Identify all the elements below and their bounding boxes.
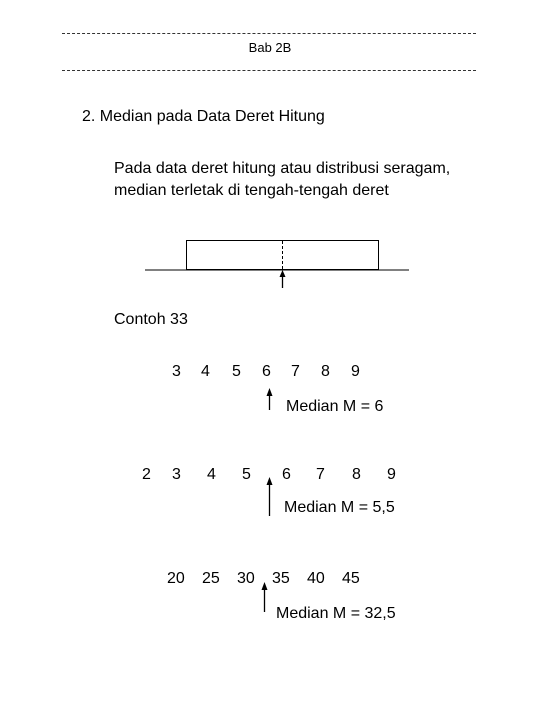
- seq2-number: 6: [282, 466, 291, 483]
- seq3-number: 20: [167, 570, 185, 587]
- header-bottom-rule: [62, 70, 476, 71]
- section-heading: 2. Median pada Data Deret Hitung: [82, 108, 325, 125]
- seq2-number: 8: [352, 466, 361, 483]
- diagram-box: [187, 241, 379, 270]
- example-label: Contoh 33: [114, 311, 188, 328]
- seq3-number: 40: [307, 570, 325, 587]
- median-label-3: Median M = 32,5: [276, 605, 396, 622]
- seq3-number: 45: [342, 570, 360, 587]
- median-label-2: Median M = 5,5: [284, 499, 395, 516]
- seq2-number: 7: [316, 466, 325, 483]
- seq3-number: 30: [237, 570, 255, 587]
- seq3-number: 25: [202, 570, 220, 587]
- sequence-3: [0, 570, 540, 590]
- seq2-number: 4: [207, 466, 216, 483]
- sequence-2: [0, 466, 540, 486]
- seq1-number: 5: [232, 363, 241, 380]
- seq1-number: 8: [321, 363, 330, 380]
- seq1-number: 9: [351, 363, 360, 380]
- description-line-2: median terletak di tengah-tengah deret: [114, 182, 389, 199]
- seq1-number: 6: [262, 363, 271, 380]
- header-title: Bab 2B: [248, 40, 292, 55]
- seq1-number: 3: [172, 363, 181, 380]
- seq3-number: 35: [272, 570, 290, 587]
- seq2-number: 3: [172, 466, 181, 483]
- sequence-1: [0, 363, 540, 383]
- description-line-1: Pada data deret hitung atau distribusi seragam,: [114, 160, 451, 177]
- header-top-rule: [62, 33, 476, 34]
- median-label-1: Median M = 6: [286, 398, 384, 415]
- diagram-median-arrow-head: [280, 270, 286, 277]
- seq1-number: 4: [201, 363, 210, 380]
- seq1-number: 7: [291, 363, 300, 380]
- seq2-number: 9: [387, 466, 396, 483]
- seq2-number: 5: [242, 466, 251, 483]
- seq2-number: 2: [142, 466, 151, 483]
